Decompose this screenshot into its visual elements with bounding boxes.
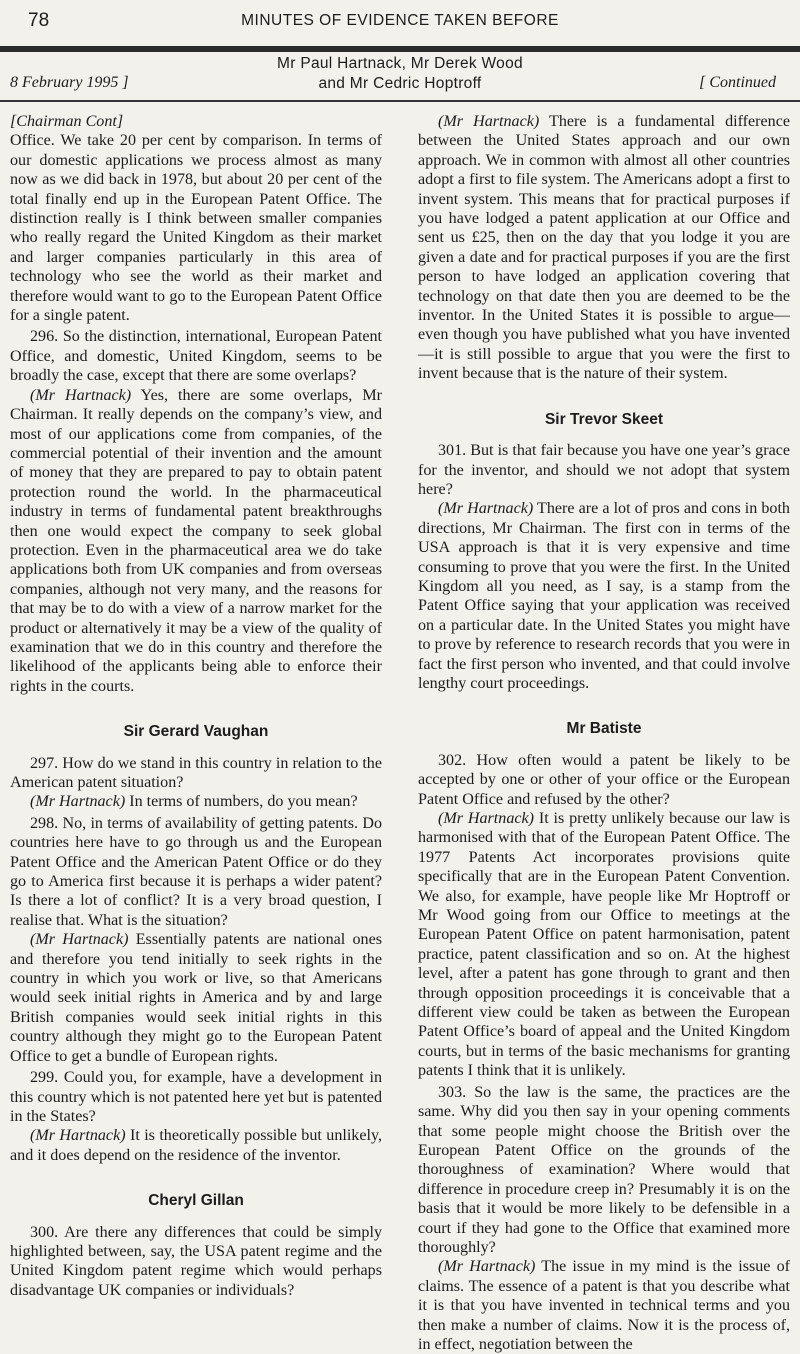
answer-300 bbox=[418, 112, 790, 384]
section-heading-batiste: Mr Batiste bbox=[566, 720, 642, 738]
answer-299 bbox=[10, 1126, 382, 1165]
speaker-label: (Mr Hartnack) bbox=[438, 500, 534, 518]
witnesses-line-2: and Mr Cedric Hoptroff bbox=[318, 75, 482, 92]
speaker-label: (Mr Hartnack) bbox=[30, 1127, 126, 1145]
speaker-label: (Mr Hartnack) bbox=[30, 793, 126, 811]
answer-text: The issue in my mind is the issue of claims. The essence of a patent is that you describe what it is that you have invented in technical terms and you then make a number of claims. Now it is the process of, in effect, negotiation between the bbox=[418, 1258, 790, 1353]
answer-text: Essentially patents are national ones and therefore you tend initially to seek rights in the country in which you work or live, so that Americans would seek initial rights in America and by and large British companies would seek initial rights in this country although they might go to the European Patent Office to get a bundle of European rights. bbox=[10, 931, 383, 1065]
answer-303 bbox=[418, 1257, 790, 1354]
speaker-label: (Mr Hartnack) bbox=[30, 386, 132, 404]
witnesses-line-1: Mr Paul Hartnack, Mr Derek Wood bbox=[277, 55, 523, 72]
question-300: 300. Are there any differences that could be simply highlighted between, say, the USA patent regime and the United Kingdom patent regime which would perhaps disadvantage UK companies or individuals? bbox=[10, 1223, 382, 1299]
chairman-cont-label: [Chairman Cont] bbox=[10, 113, 124, 130]
section-heading-skeet: Sir Trevor Skeet bbox=[544, 410, 664, 428]
paragraph: Office. We take 20 per cent by comparison. In terms of our domestic applications we process almost as many now as we did back in 1978, but about 20 per cent of the total finally end up in the European Patent Office. The distinction really is I think between smaller companies who really regard the United Kingdom as their market and larger companies particularly in this area of technology who see the world as their market and therefore would want to go to the European Patent Office for a single patent. bbox=[10, 132, 382, 325]
header-continued: [ Continued bbox=[699, 74, 776, 91]
answer-297 bbox=[10, 792, 382, 811]
question-299: 299. Could you, for example, have a development in this country which is not patented here yet but is patented in the States? bbox=[10, 1069, 382, 1125]
answer-text: It is pretty unlikely because our law is harmonised with that of the European Patent Office. The 1977 Patents Act incorporates provisions quite specifically that are in the European Patent Convention. We also, for example, have people like Mr Hoptroff or Mr Wood going from our Office to meetings at the European Patent Office on patent harmonisation, patent practice, patent classification and so on. At the highest level, after a patent has gone through to grant and then through opposition proceedings it is conceivable that a different view could be taken as between the European Patent Office’s board of appeal and the United Kingdom courts, but in terms of the basic mechanisms for granting patents I think that it is unlikely. bbox=[418, 810, 791, 1080]
header-witnesses bbox=[0, 54, 800, 94]
left-column bbox=[10, 112, 382, 1300]
answer-302 bbox=[418, 809, 790, 1081]
answer-296 bbox=[10, 386, 382, 697]
question-298: 298. No, in terms of availability of getting patents. Do countries here have to go through us and the European Patent Office and the American Patent Office or do they go to America first because it is perhaps a wider patent? Is there a lot of conflict? It is a very broad question, I realise that. What is the situation? bbox=[10, 814, 382, 929]
question-297: 297. How do we stand in this country in relation to the American patent situation? bbox=[10, 754, 382, 791]
section-heading-gillan: Cheryl Gillan bbox=[148, 1192, 244, 1210]
answer-text: Yes, there are some overlaps, Mr Chairman. It really depends on the company’s view, and most of our applications come from companies, of the commercial potential of their invention and the amount of money that they are prepared to pay to obtain patent protection round the world. In the pharmaceutical industry in terms of fundamental patent breakthroughs then one would expect the company to seek global protection. Even in the pharmaceutical area we do take applications both from UK companies and from overseas companies, although not very many, and the reasons for that may be to do with a view of a narrow market for the product or alternatively it may be a view of the quality of examination that we do in this country and therefore the likelihood of the applicants being able to enforce their rights in the courts. bbox=[10, 386, 382, 695]
speaker-label: (Mr Hartnack) bbox=[30, 931, 129, 949]
speaker-label: (Mr Hartnack) bbox=[438, 113, 540, 130]
header-rule-thick bbox=[0, 46, 800, 52]
answer-301 bbox=[418, 499, 790, 693]
speaker-label: (Mr Hartnack) bbox=[438, 1258, 536, 1276]
question-301: 301. But is that fair because you have one year’s grace for the inventor, and should we not adopt that system here? bbox=[418, 442, 790, 498]
answer-text: In terms of numbers, do you mean? bbox=[125, 793, 358, 811]
question-302: 302. How often would a patent be likely to be accepted by one or other of your office or the European Patent Office and refused by the other? bbox=[418, 751, 790, 808]
header-date: 8 February 1995 ] bbox=[10, 74, 129, 91]
answer-text: There is a fundamental difference between the United States approach and our own approach. We in common with almost all other countries adopt a first to file system. The Americans adopt a first to invent system. This means that for practical purposes if you have lodged a patent application at our Office and sent us £25, then on the day that you lodge it you are given a date and for practical purposes if you are the first person to have lodged an application covering that technology on that date then you are deemed to be the inventor. In the United States it is possible to argue—even though you have published what you have invented—it is still possible to argue that you were the first to invent because that is the nature of their system. bbox=[418, 113, 790, 383]
header-rule-thin bbox=[0, 100, 800, 102]
speaker-label: (Mr Hartnack) bbox=[438, 810, 535, 827]
section-heading-vaughan: Sir Gerard Vaughan bbox=[123, 723, 269, 741]
question-296: 296. So the distinction, international, European Patent Office, and domestic, United Kingdom, seems to be broadly the case, except that there are some overlaps? bbox=[10, 328, 382, 385]
answer-text: It is theoretically possible but unlikely, and it does depend on the residence of the inventor. bbox=[10, 1127, 382, 1164]
answer-text: There are a lot of pros and cons in both directions, Mr Chairman. The first con in terms of the USA approach is that it is very expensive and time consuming to prove that you were the first. In the United Kingdom all you need, as I say, is a stamp from the Patent Office saying that your application was received on a particular date. In the United States you might have to prove by reference to research records that you were in fact the first person who invented, and that could involve lengthy court proceedings. bbox=[418, 500, 790, 692]
page-number: 78 bbox=[28, 10, 50, 31]
question-303: 303. So the law is the same, the practices are the same. Why did you then say in your opening comments that some people might choose the British over the European Patent Office on the grounds of the thoroughness of examination? Where would that difference in procedure creep in? Presumably it is on the basis that it would be more likely to be defensible in a court if they had gone to the Office that examined more thoroughly? bbox=[418, 1083, 790, 1256]
running-head: MINUTES OF EVIDENCE TAKEN BEFORE bbox=[241, 12, 559, 29]
answer-298 bbox=[10, 930, 382, 1066]
